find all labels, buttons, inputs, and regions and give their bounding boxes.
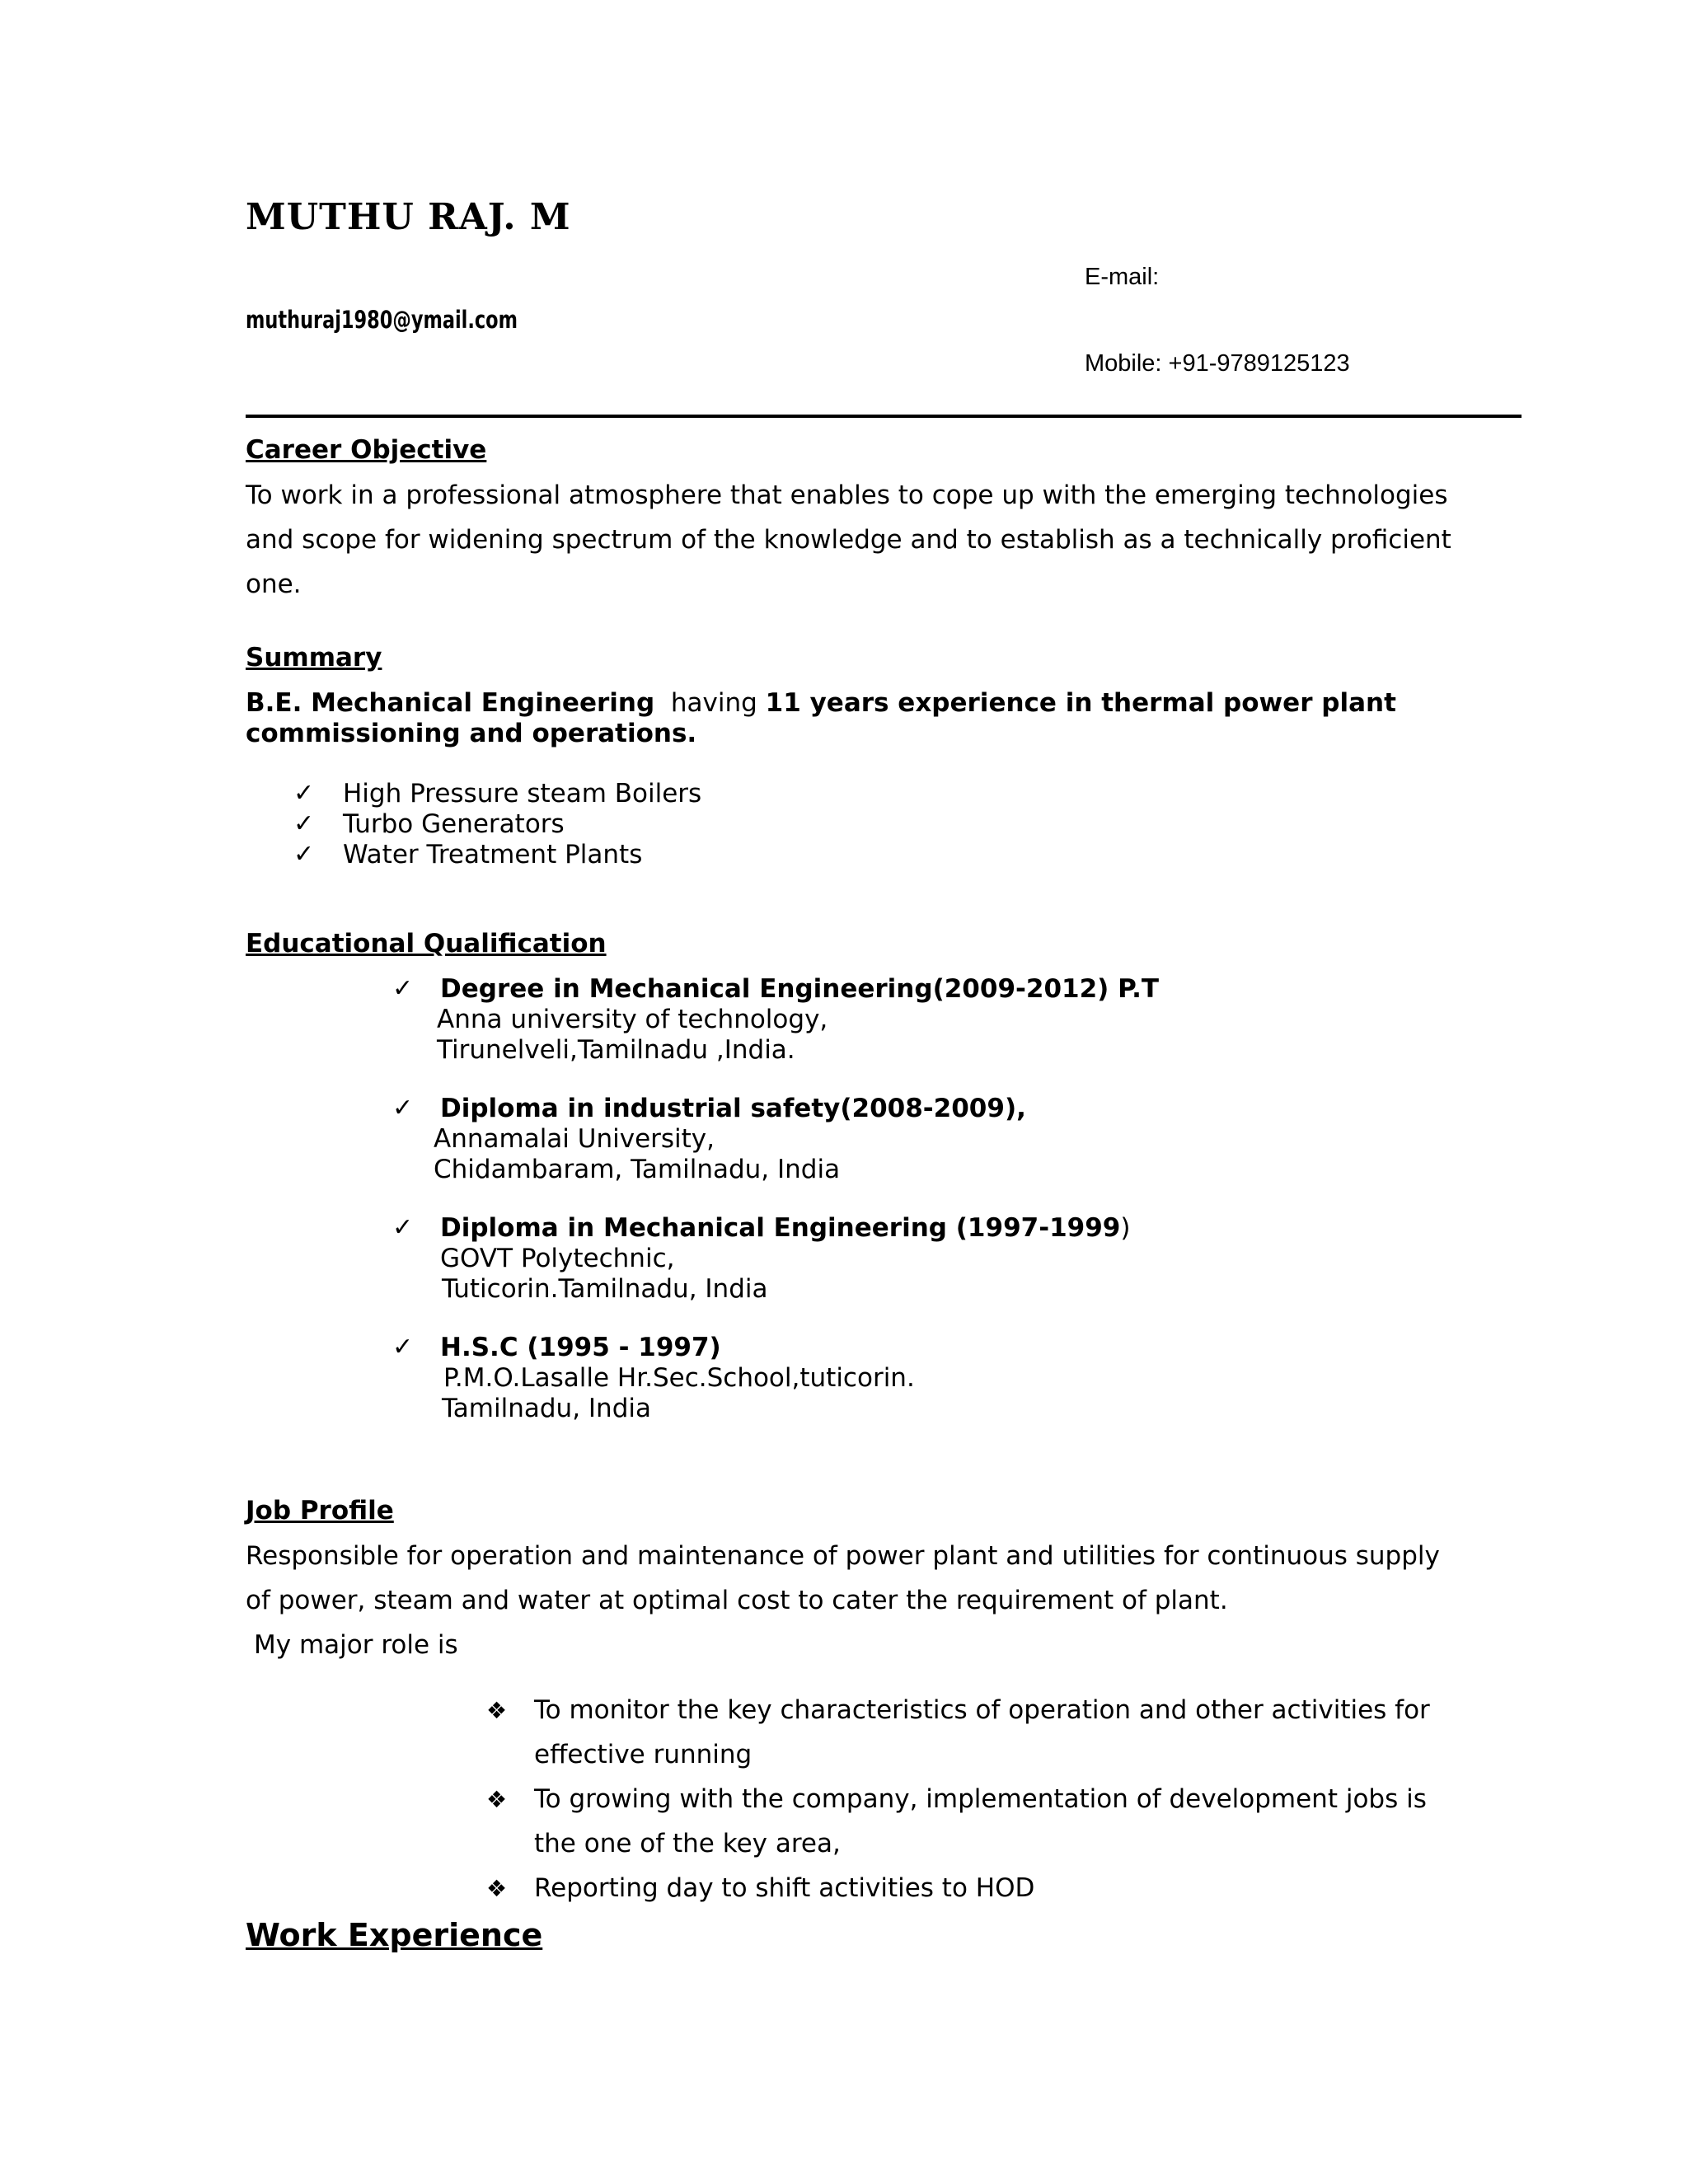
education-location: Chidambaram, Tamilnadu, India bbox=[434, 1155, 841, 1184]
summary-having: having bbox=[670, 688, 757, 718]
summary-item: High Pressure steam Boilers bbox=[343, 779, 702, 808]
summary-experience: 11 years experience in thermal power plant bbox=[765, 688, 1396, 718]
summary-degree: B.E. Mechanical Engineering bbox=[246, 688, 655, 718]
job-profile-heading: Job Profile bbox=[246, 1496, 394, 1526]
check-icon: ✓ bbox=[293, 779, 315, 808]
check-icon: ✓ bbox=[392, 974, 414, 1003]
header-divider bbox=[246, 415, 1522, 418]
education-title: Degree in Mechanical Engineering(2009-2012) P.T bbox=[440, 974, 1160, 1004]
career-objective-heading: Career Objective bbox=[246, 435, 487, 465]
education-institution: P.M.O.Lasalle Hr.Sec.School,tuticorin. bbox=[443, 1363, 915, 1393]
summary-heading: Summary bbox=[246, 643, 382, 673]
job-role-line: Reporting day to shift activities to HOD bbox=[534, 1873, 1035, 1903]
career-objective-line-1: To work in a professional atmosphere that enables to cope up with the emerging technologies bbox=[246, 480, 1448, 510]
education-title: Diploma in Mechanical Engineering (1997-1999 bbox=[440, 1213, 1121, 1243]
education-institution: GOVT Polytechnic, bbox=[440, 1244, 675, 1273]
email-value: muthuraj1980@ymail.com bbox=[246, 306, 518, 334]
career-objective-line-3: one. bbox=[246, 569, 302, 599]
diamond-bullet-icon: ❖ bbox=[486, 1697, 508, 1724]
education-title: H.S.C (1995 - 1997) bbox=[440, 1333, 721, 1362]
job-role-line: To growing with the company, implementation of development jobs is bbox=[534, 1784, 1427, 1814]
job-role-line: effective running bbox=[534, 1740, 753, 1769]
check-icon: ✓ bbox=[392, 1213, 414, 1242]
education-title: Diploma in industrial safety(2008-2009), bbox=[440, 1094, 1026, 1123]
mobile-number: Mobile: +91-9789125123 bbox=[1085, 350, 1350, 377]
career-objective-line-2: and scope for widening spectrum of the knowledge and to establish as a technically proficient bbox=[246, 525, 1451, 555]
education-title-tail: ) bbox=[1120, 1213, 1131, 1243]
education-title-line bbox=[440, 1213, 1130, 1243]
education-location: Tamilnadu, India bbox=[442, 1394, 651, 1423]
check-icon: ✓ bbox=[392, 1094, 414, 1122]
candidate-name: MUTHU RAJ. M bbox=[246, 196, 571, 238]
education-location: Tirunelveli,Tamilnadu ,India. bbox=[437, 1035, 795, 1065]
job-role-line: To monitor the key characteristics of operation and other activities for bbox=[534, 1695, 1430, 1725]
diamond-bullet-icon: ❖ bbox=[486, 1875, 508, 1902]
education-heading: Educational Qualification bbox=[246, 929, 607, 958]
job-role-line: the one of the key area, bbox=[534, 1829, 841, 1858]
job-profile-line-1: Responsible for operation and maintenance of power plant and utilities for continuous supply bbox=[246, 1541, 1440, 1571]
summary-item: Water Treatment Plants bbox=[343, 840, 643, 869]
education-institution: Anna university of technology, bbox=[437, 1005, 828, 1034]
education-location: Tuticorin.Tamilnadu, India bbox=[442, 1274, 768, 1304]
diamond-bullet-icon: ❖ bbox=[486, 1786, 508, 1813]
summary-item: Turbo Generators bbox=[343, 809, 565, 839]
summary-line-1 bbox=[246, 688, 1396, 718]
work-experience-heading: Work Experience bbox=[246, 1917, 543, 1953]
education-institution: Annamalai University, bbox=[434, 1124, 715, 1154]
email-label: E-mail: bbox=[1085, 264, 1160, 290]
check-icon: ✓ bbox=[293, 809, 315, 838]
check-icon: ✓ bbox=[392, 1333, 414, 1361]
job-profile-role-intro: My major role is bbox=[254, 1630, 458, 1660]
job-profile-line-2: of power, steam and water at optimal cost to cater the requirement of plant. bbox=[246, 1586, 1228, 1615]
summary-line-2: commissioning and operations. bbox=[246, 719, 697, 748]
check-icon: ✓ bbox=[293, 840, 315, 869]
